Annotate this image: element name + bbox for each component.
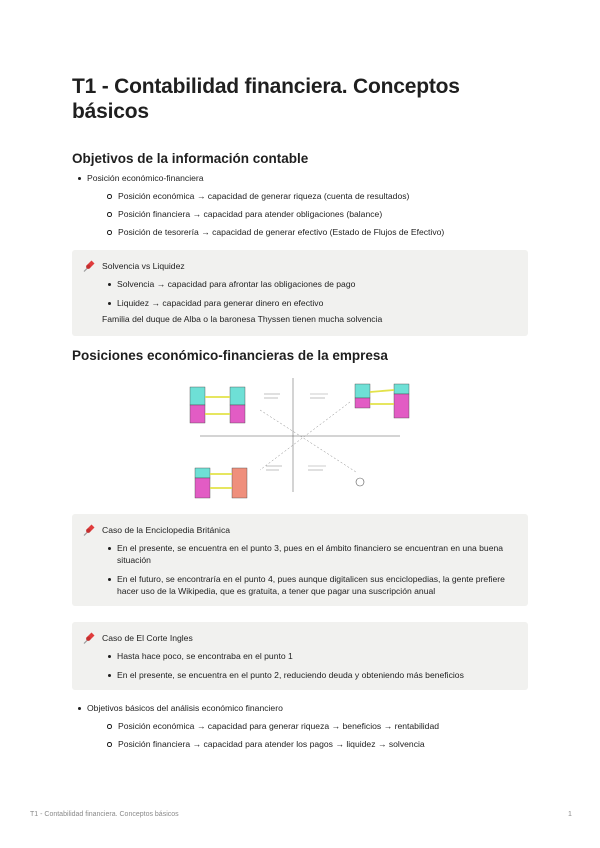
sub-list-item: Posición económica → capacidad para generar riqueza → beneficios → rentabilidad xyxy=(87,720,542,732)
callout-list xyxy=(102,650,512,688)
callout-corte-ingles xyxy=(72,622,528,690)
pushpin-icon xyxy=(82,523,96,537)
section-heading-objetivos: Objetivos de la información contable xyxy=(72,151,309,166)
callout-note: Familia del duque de Alba o la baronesa Thyssen tienen mucha solvencia xyxy=(102,314,383,324)
section-heading-posiciones: Posiciones económico-financieras de la empresa xyxy=(72,348,388,363)
callout-solvencia-liquidez xyxy=(72,250,528,336)
list-item xyxy=(72,702,542,750)
callout-item: En el presente, se encuentra en el punto 3, pues en el ámbito financiero se encuentran en una buena situación xyxy=(102,542,512,566)
pushpin-icon xyxy=(82,631,96,645)
list-item xyxy=(72,172,542,238)
callout-item: Liquidez → capacidad para generar dinero en efectivo xyxy=(102,297,512,309)
callout-title: Caso de la Enciclopedia Británica xyxy=(102,525,231,535)
objetivos-analisis-list xyxy=(72,702,542,756)
callout-item: Hasta hace poco, se encontraba en el punto 1 xyxy=(102,650,512,662)
objetivos-list xyxy=(72,172,542,244)
callout-item: En el futuro, se encontraría en el punto 4, pues aunque digitalicen sus enciclopedias, la gente prefiere hacer uso de la Wikipedia, que es gratuita, a tener que pagar una suscripción anual xyxy=(102,573,512,597)
page-title: T1 - Contabilidad financiera. Conceptos básicos xyxy=(72,75,460,123)
footer-title: T1 - Contabilidad financiera. Conceptos básicos xyxy=(30,811,179,818)
callout-list xyxy=(102,278,512,316)
sub-list-item: Posición financiera → capacidad para atender obligaciones (balance) xyxy=(87,208,542,220)
callout-list xyxy=(102,542,512,604)
list-item-text: Posición económico-financiera xyxy=(87,173,204,183)
callout-item: Solvencia → capacidad para afrontar las obligaciones de pago xyxy=(102,278,512,290)
callout-item: En el presente, se encuentra en el punto 2, reduciendo deuda y obteniendo más beneficios xyxy=(102,669,512,681)
callout-title: Caso de El Corte Ingles xyxy=(102,633,193,643)
pushpin-icon xyxy=(82,259,96,273)
sub-list-item: Posición de tesorería → capacidad de generar efectivo (Estado de Flujos de Efectivo) xyxy=(87,226,542,238)
list-item-text: Objetivos básicos del análisis económico financiero xyxy=(87,703,283,713)
callout-enciclopedia xyxy=(72,514,528,606)
callout-title: Solvencia vs Liquidez xyxy=(102,261,185,271)
sub-list-item: Posición financiera → capacidad para atender los pagos → liquidez → solvencia xyxy=(87,738,542,750)
page-number: 1 xyxy=(568,811,572,818)
positions-diagram xyxy=(180,370,420,502)
sub-list-item: Posición económica → capacidad de generar riqueza (cuenta de resultados) xyxy=(87,190,542,202)
